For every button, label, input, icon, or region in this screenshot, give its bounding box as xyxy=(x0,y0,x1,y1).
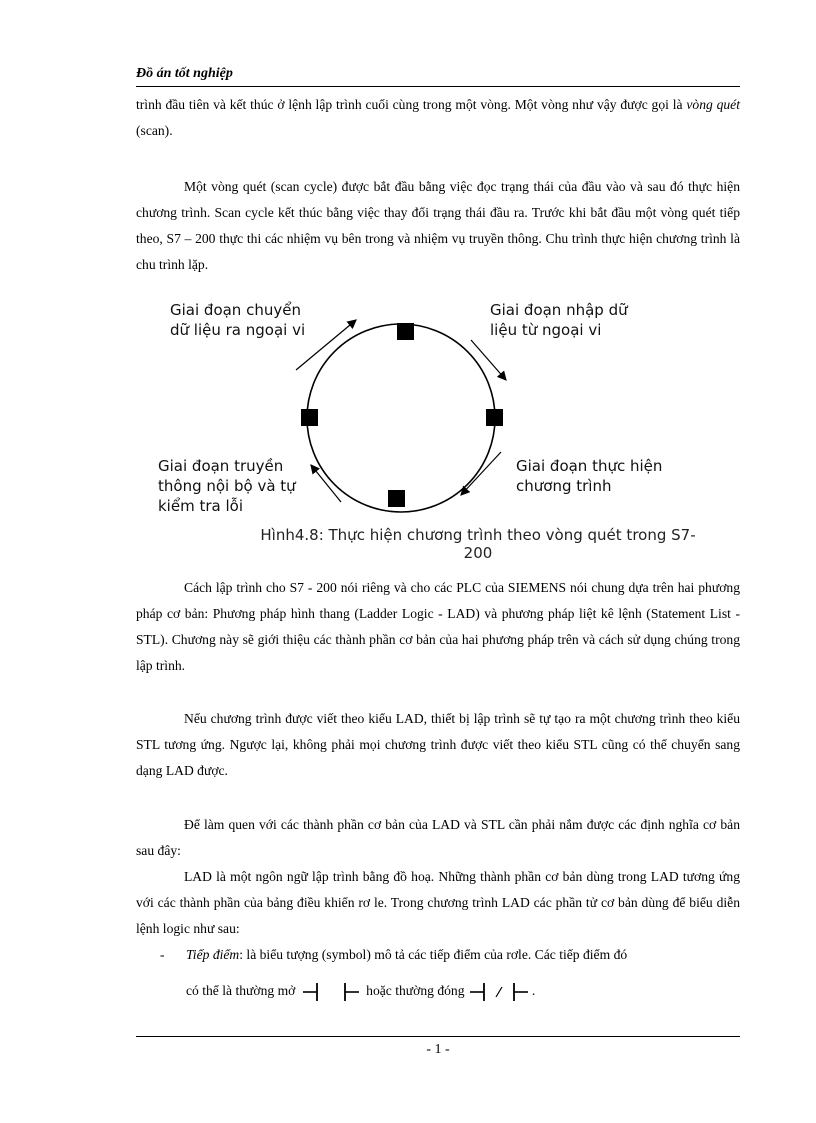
scan-cycle-diagram xyxy=(136,290,740,562)
bullet-desc: : là biểu tượng (symbol) mô tả các tiếp điểm của rơle. Các tiếp điểm đó xyxy=(239,947,628,962)
normally-closed-contact-icon xyxy=(468,981,532,1003)
bullet-line2 xyxy=(186,978,535,1004)
bullet-line2-pre: có thể là thường mở xyxy=(186,983,296,998)
paragraph-3: Cách lập trình cho S7 - 200 nói riêng và cho các PLC của SIEMENS nói chung dựa trên hai phương pháp cơ bản: Phương pháp hình thang (Ladder Logic - LAD) và phương pháp liệt kê lệnh (Statement List - STL). Chương này sẽ giới thiệu các thành phần cơ bản của hai phương pháp trên và cách sử dụng chúng trong lập trình. xyxy=(136,580,740,673)
paragraph-4: Nếu chương trình được viết theo kiểu LAD, thiết bị lập trình sẽ tự tạo ra một chương trình theo kiểu STL tương ứng. Ngược lại, không phải mọi chương trình được viết theo kiểu STL cũng có thể chuyển sang dạng LAD được. xyxy=(136,711,740,778)
label-comm-line2: thông nội bộ và tự xyxy=(158,477,296,495)
label-input-line1: Giai đoạn nhập dữ xyxy=(490,301,628,319)
figure-caption: Hình4.8: Thực hiện chương trình theo vòng quét trong S7-200 xyxy=(260,526,696,562)
bullet-line2-mid: hoặc thường đóng xyxy=(366,983,465,998)
paragraph-1 xyxy=(136,92,740,144)
label-exec-line1: Giai đoạn thực hiện xyxy=(516,457,663,475)
label-communication-stage xyxy=(158,456,296,516)
label-input-stage xyxy=(490,300,628,340)
paragraph-5: Để làm quen với các thành phần cơ bản của LAD và STL cần phải nắm được các định nghĩa cơ bản sau đây: xyxy=(136,817,740,858)
label-comm-line3: kiểm tra lỗi xyxy=(158,497,243,515)
paragraph-2: Một vòng quét (scan cycle) được bắt đầu bằng việc đọc trạng thái của đầu vào và sau đó thực hiện chương trình. Scan cycle kết thúc bằng việc thay đổi trạng thái đầu ra. Trước khi bắt đầu một vòng quét tiếp theo, S7 – 200 thực thi các nhiệm vụ bên trong và nhiệm vụ truyền thông. Chu trình thực hiện chương trình là chu trình lặp. xyxy=(136,179,740,272)
arrow-bottom-right xyxy=(461,452,501,495)
page-number: - 1 - xyxy=(426,1042,450,1057)
footer-rule xyxy=(136,1036,740,1037)
label-output-line2: dữ liệu ra ngoại vi xyxy=(170,321,306,339)
paragraph-6: LAD là một ngôn ngữ lập trình bằng đồ hoạ. Những thành phần cơ bản dùng trong LAD tương ứng với các thành phần của bảng điều khiển rơ le. Trong chương trình LAD các phần tử cơ bản dùng để biểu diễn lệnh logic như sau: xyxy=(136,869,740,936)
label-output-stage xyxy=(170,300,305,340)
label-comm-line1: Giai đoạn truyền xyxy=(158,457,284,475)
node-bottom xyxy=(388,490,405,507)
node-right xyxy=(486,409,503,426)
p1-post: (scan). xyxy=(136,123,173,138)
node-top xyxy=(397,323,414,340)
header-title: Đồ án tốt nghiệp xyxy=(136,66,233,81)
bullet-text xyxy=(186,942,740,968)
label-exec-line2: chương trình xyxy=(516,477,612,495)
label-output-line1: Giai đoạn chuyển xyxy=(170,301,301,319)
header-rule xyxy=(136,86,740,87)
bullet-term: Tiếp điểm xyxy=(186,947,240,962)
label-execution-stage xyxy=(516,456,662,496)
p1-emphasis: vòng quét xyxy=(686,97,740,112)
arrow-bottom-left xyxy=(311,465,341,502)
cycle-circle xyxy=(307,324,495,512)
bullet-line2-end: . xyxy=(531,983,536,998)
label-input-line2: liệu từ ngoại vi xyxy=(490,321,602,339)
arrow-top-right xyxy=(471,340,506,380)
bullet-dash: - xyxy=(160,947,165,962)
normally-open-contact-icon xyxy=(299,981,363,1003)
p1-pre: trình đầu tiên và kết thúc ở lệnh lập trình cuối cùng trong một vòng. Một vòng như vậy được gọi là xyxy=(136,97,687,112)
node-left xyxy=(301,409,318,426)
